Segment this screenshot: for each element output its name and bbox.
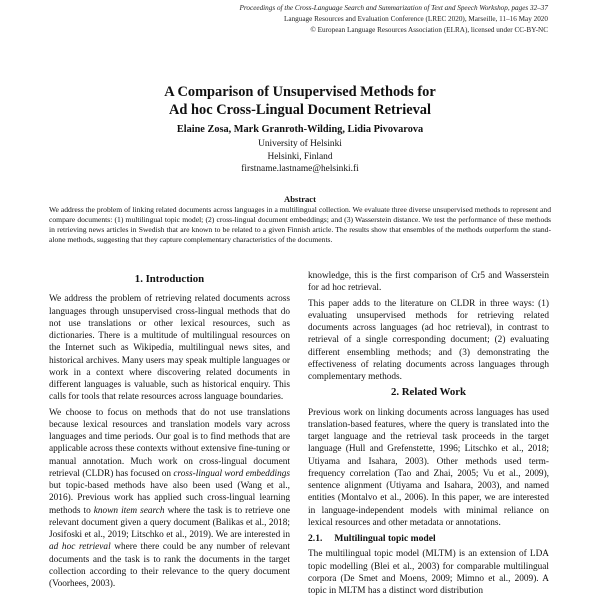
mltm-paragraph: The multilingual topic model (MLTM) is an extension of LDA topic modelling (Blei et al., 2003) for comparable multilingual corpora (De Smet and Moens, 2009; Mimno et al., 2009). A topic in MLTM has a distinct word distribution [308,549,549,596]
header-line-2: Language Resources and Evaluation Conference (LREC 2020), Marseille, 11–16 May 2020 [284,15,548,23]
left-column [49,270,290,593]
university: University of Helsinki [258,139,342,149]
header-line-1: Proceedings of the Cross-Language Search and Summarization of Text and Speech Workshop, pages 32–37 [239,4,548,12]
author-list: Elaine Zosa, Mark Granroth-Wilding, Lidia Pivovarova [176,124,424,135]
related-work-heading: 2. Related Work [390,386,467,399]
intro-p2-g: where there could be any number of relevant documents and the task is to rank the documents in the target collection according to their relevance to the query document (Voorhees, 2003). [49,542,290,589]
right-column [308,270,549,600]
intro-p2-e: where the task is to retrieve one relevant document given a query document (Balikas et al., 2018; Josifoski et al., 2019; Litschko et al., 2019). We are interested in [49,505,290,540]
title-line-1: A Comparison of Unsupervised Methods for [164,84,436,100]
title-line-2: Ad hoc Cross-Lingual Document Retrieval [169,102,431,118]
intro-p2-emph-2: known item search [93,505,165,516]
subsection-heading [308,533,549,545]
intro-p2-emph-3: ad hoc retrieval [49,542,111,553]
intro-p2-a: We choose to focus on methods that do not use translations because lexical resources and translation models vary across languages and time periods. Our goal is to find methods that are applicable across these contexts without extensive fine-tuning or manual annotation. Much work on cross-lingual document retrieval (CLDR) has focused on [49,407,290,479]
right-paragraph-1: knowledge, this is the first comparison of Cr5 and Wasserstein for ad hoc retrieval. [308,271,549,294]
abstract-heading: Abstract [284,194,316,204]
email: firstname.lastname@helsinki.fi [241,164,359,174]
right-paragraph-2: This paper adds to the literature on CLDR in three ways: (1) evaluating unsupervised methods for retrieving related documents across languages (ad hoc retrieval), in contrast to retrieval of a single corresponding document; (2) evaluating different ensembling methods; and (3) demonstrating the effectiveness of relating documents across languages through complementary methods. [308,298,549,382]
intro-p2-emph-1: cross-lingual word embeddings [173,468,290,479]
intro-paragraph-2 [49,407,290,591]
proceedings-header [128,3,548,36]
abstract-text: We address the problem of linking related documents across languages in a multilingual collection. We evaluate three diverse unsupervised methods to represent and compare documents: (1) multilingual topic model; (2) cross-lingual document embeddings; and (3) Wasserstein distance. We test the performance of these methods in retrieving news articles in Swedish that are known to be related to a given Finnish article. The results show that ensembles of the methods outperform the stand-alone methods, suggesting that they capture complementary characteristics of the documents. [49,205,551,244]
subsection-number: 2.1. [308,533,323,544]
header-line-3: © European Language Resources Association (ELRA), licensed under CC-BY-NC [310,26,548,34]
paper-title [0,83,600,119]
intro-p2-c: but topic-based methods have also been used (Wang et al., 2016). Previous work has applied such cross-lingual learning methods to [49,481,290,516]
subsection-title: Multilingual topic model [334,533,436,544]
intro-heading: 1. Introduction [134,273,205,285]
city: Helsinki, Finland [267,151,333,162]
intro-paragraph-1: We address the problem of retrieving related documents across languages through unsupervised cross-lingual methods that do not use translations or other lexical resources, such as dictionaries. There is a multitude of multilingual resources on the Internet such as Wikipedia, multilingual news sites, and historical archives. Many users may speak multiple languages or work in a context where discovering related documents in different languages is valuable, such as historical enquiry. This calls for tools that relate resources across language boundaries. [49,294,290,403]
affiliation [0,138,600,176]
related-work-paragraph: Previous work on linking documents across languages has used translation-based features, where the query is translated into the target language and the retrieval task proceeds in the target language (Hull and Grefenstette, 1996; Litschko et al., 2018; Utiyama and Isahara, 2003). Other methods used term-frequency correlation (Tao and Zhai, 2005; Vu et al., 2009), sentence alignment (Utiyama and Isahara, 2003), and named entities (Montalvo et al., 2006). In this paper, we are interested in language-independent models with minimal reliance on lexical resources and other metadata or annotations. [308,407,549,528]
